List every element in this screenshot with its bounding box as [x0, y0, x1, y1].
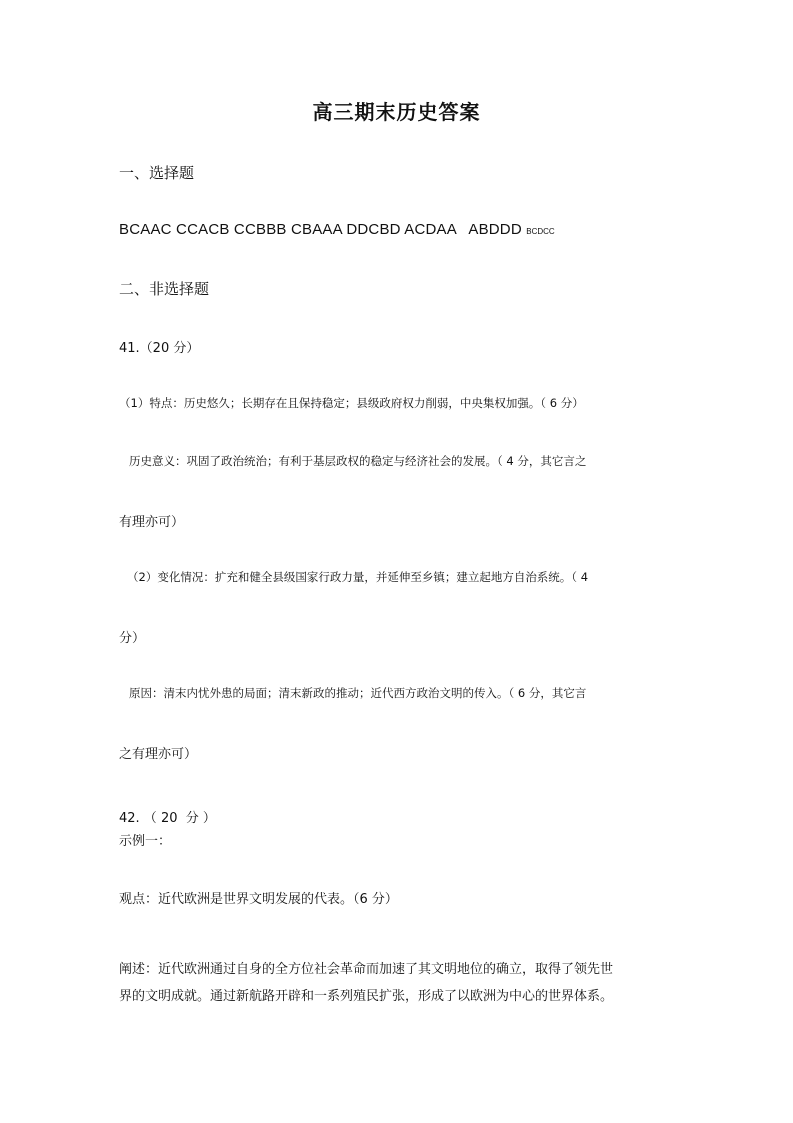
question-41-part2-changes-cont: 分） [119, 631, 146, 646]
question-41-part2-reasons: 原因：清末内忧外患的局面；清末新政的推动；近代西方政治文明的传入。（ 6 分，其它言 [129, 686, 587, 700]
question-42-explanation-line2: 界的文明成就。通过新航路开辟和一系列殖民扩张，形成了以欧洲为中心的世界体系。 [119, 989, 614, 1004]
question-42-heading: 42. （ 20 分 ） [119, 811, 216, 826]
question-42-example-label: 示例一： [119, 834, 172, 849]
choice-answers [119, 221, 555, 238]
question-41-part1-significance: 历史意义：巩固了政治统治；有利于基层政权的稳定与经济社会的发展。（ 4 分，其它言之 [129, 454, 587, 468]
question-41-part2-changes: （2）变化情况：扩充和健全县级国家行政力量，并延伸至乡镇；建立起地方自治系统。（ 4 [127, 570, 589, 584]
page-title: 高三期末历史答案 [312, 100, 481, 124]
question-42-explanation-line1: 阐述：近代欧洲通过自身的全方位社会革命而加速了其文明地位的确立，取得了领先世 [119, 962, 614, 977]
section-heading-nonchoice: 二、非选择题 [119, 280, 210, 298]
question-41-part2-reasons-cont: 之有理亦可） [119, 747, 198, 762]
question-41-part1-features: （1）特点：历史悠久；长期存在且保持稳定；县级政府权力削弱，中央集权加强。（ 6 分） [119, 396, 584, 410]
choice-answers-main: BCAAC CCACB CCBBB CBAAA DDCBD ACDAA ABDDD [119, 221, 522, 238]
choice-answers-tail: BCDCC [526, 227, 555, 236]
question-41-heading: 41.（20 分） [119, 341, 200, 356]
question-42-viewpoint: 观点：近代欧洲是世界文明发展的代表。（6 分） [119, 892, 398, 907]
question-41-part1-significance-cont: 有理亦可） [119, 515, 185, 530]
section-heading-choice: 一、选择题 [119, 164, 195, 182]
